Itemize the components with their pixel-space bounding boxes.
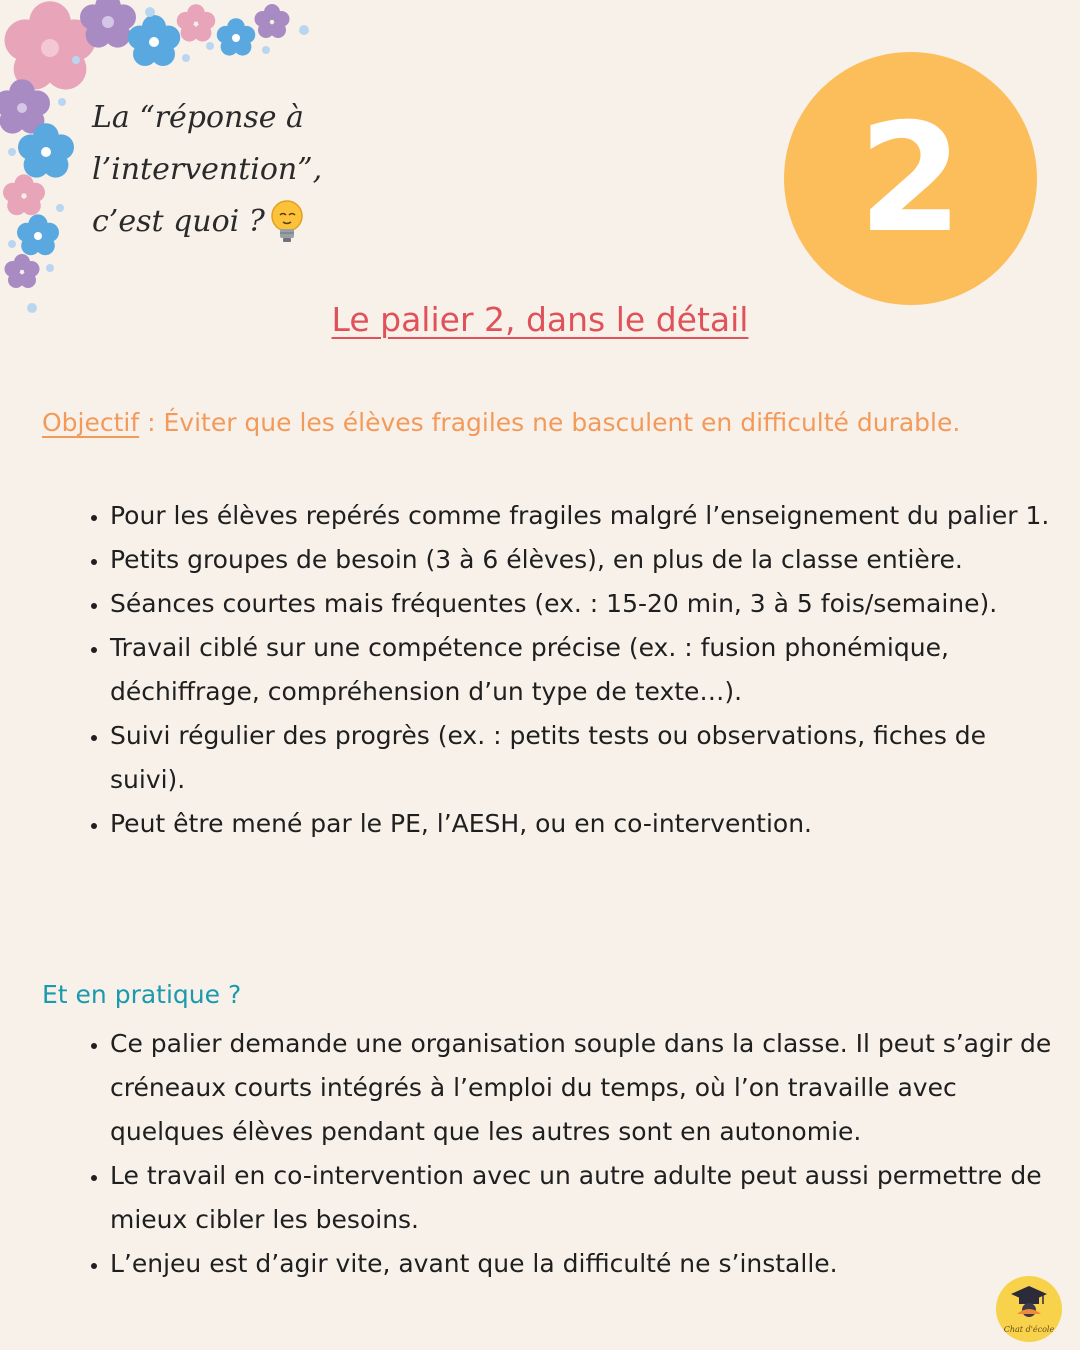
list-item: • Petits groupes de besoin (3 à 6 élèves), en plus de la classe entière. bbox=[110, 538, 1060, 582]
practice-heading: Et en pratique ? bbox=[42, 980, 242, 1009]
practice-list bbox=[72, 1022, 1060, 1286]
list-item: • Le travail en co-intervention avec un autre adulte peut aussi permettre de mieux cibler les besoins. bbox=[110, 1154, 1060, 1242]
objective-label: Objectif bbox=[42, 408, 140, 437]
page-title: Le palier 2, dans le détail bbox=[331, 300, 749, 339]
header-title-line: c’est quoi ? bbox=[92, 204, 265, 239]
brand-logo bbox=[996, 1276, 1062, 1342]
list-item: • Peut être mené par le PE, l’AESH, ou en co-intervention. bbox=[110, 802, 1060, 846]
objective bbox=[42, 408, 1052, 437]
step-number: 2 bbox=[858, 91, 963, 266]
logo-text: Chat d'école bbox=[1003, 1325, 1055, 1334]
list-item: • L’enjeu est d’agir vite, avant que la difficulté ne s’installe. bbox=[110, 1242, 1060, 1286]
lightbulb-icon bbox=[269, 198, 305, 248]
list-item: • Pour les élèves repérés comme fragiles malgré l’enseignement du palier 1. bbox=[110, 494, 1060, 538]
list-item: • Travail ciblé sur une compétence précise (ex. : fusion phonémique, déchiffrage, compréhension d’un type de texte…). bbox=[110, 626, 1060, 714]
list-item: • Suivi régulier des progrès (ex. : petits tests ou observations, fiches de suivi). bbox=[110, 714, 1060, 802]
header-title-line: l’intervention”, bbox=[92, 152, 323, 187]
header-title bbox=[92, 92, 342, 248]
list-item: • Séances courtes mais fréquentes (ex. : 15-20 min, 3 à 5 fois/semaine). bbox=[110, 582, 1060, 626]
details-list bbox=[72, 494, 1060, 846]
objective-text: : Éviter que les élèves fragiles ne basculent en difficulté durable. bbox=[139, 408, 961, 437]
header-title-line: La “réponse à bbox=[92, 100, 304, 135]
step-number-badge bbox=[784, 52, 1037, 305]
list-item: • Ce palier demande une organisation souple dans la classe. Il peut s’agir de créneaux courts intégrés à l’emploi du temps, où l’on travaille avec quelques élèves pendant que les autres sont en autonomie. bbox=[110, 1022, 1060, 1154]
graduation-cap-icon bbox=[1009, 1284, 1049, 1318]
